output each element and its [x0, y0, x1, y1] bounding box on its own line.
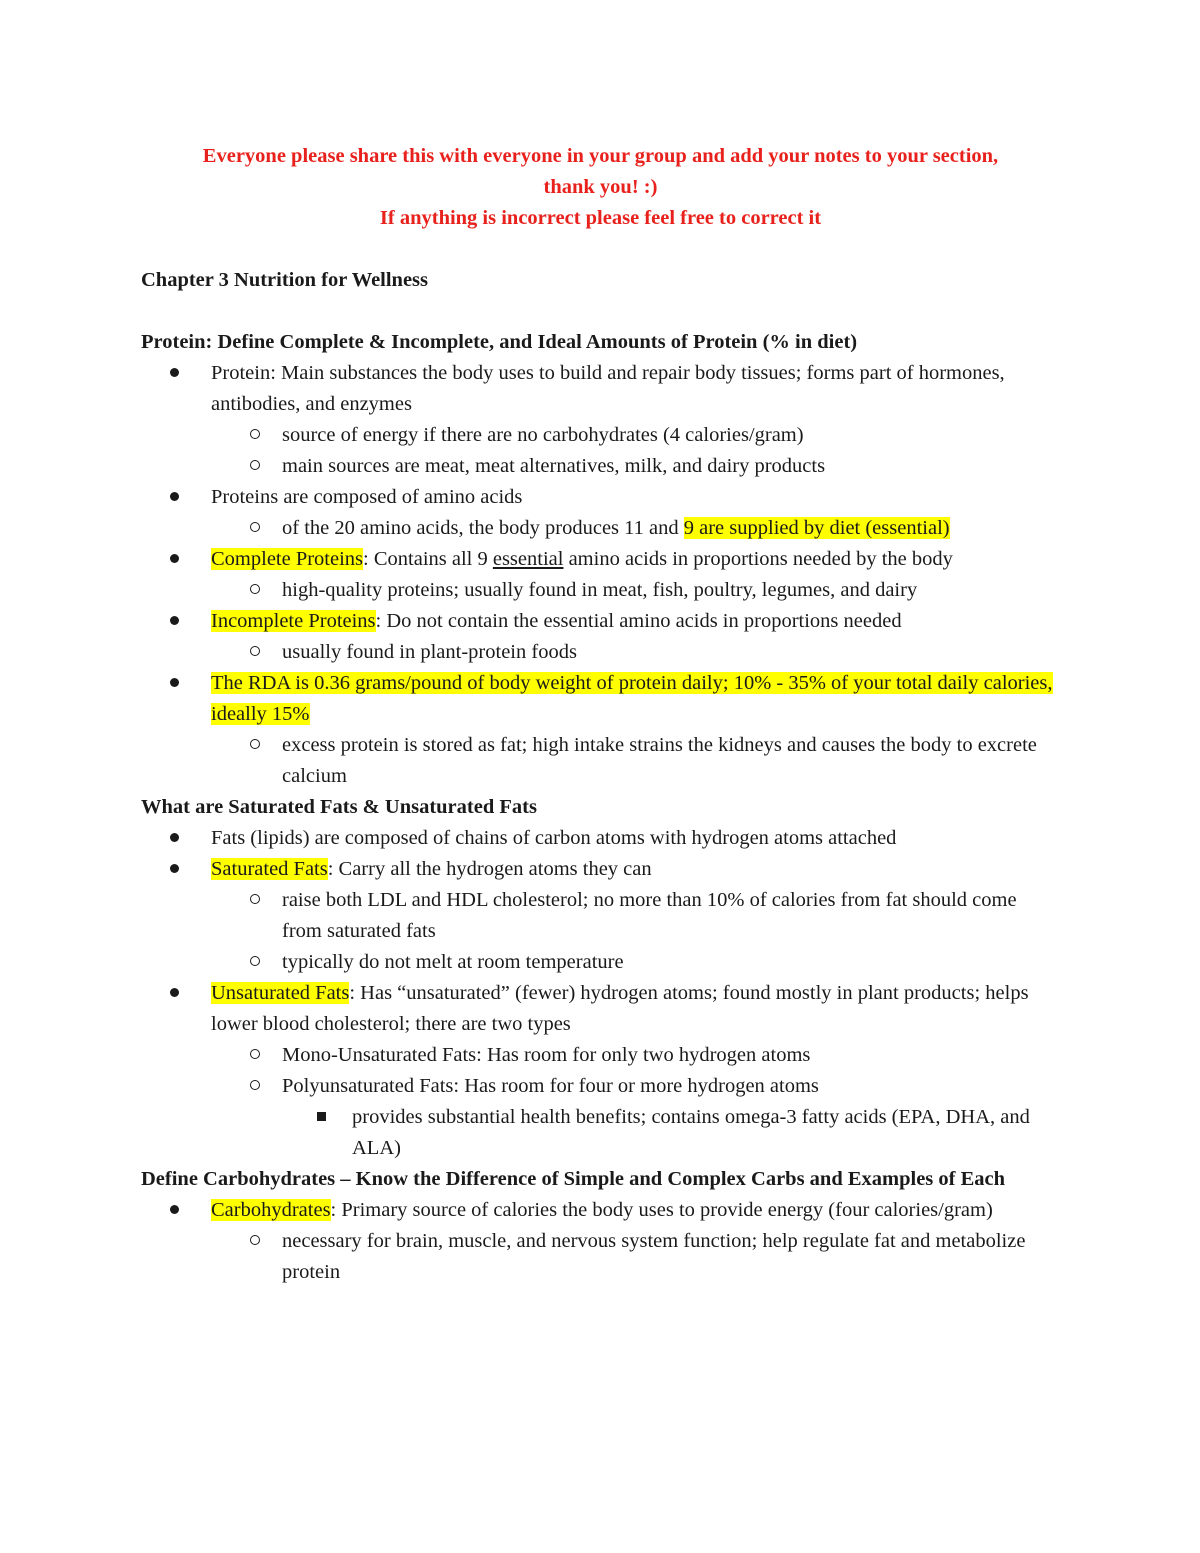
- list-item: necessary for brain, muscle, and nervous system function; help regulate fat and metabolize protein: [141, 1226, 1060, 1288]
- bullet-circle-icon: [250, 420, 260, 451]
- list-item: of the 20 amino acids, the body produces 11 and 9 are supplied by diet (essential): [141, 513, 1060, 544]
- blank-line: [141, 296, 1060, 327]
- bullet-circle-icon: [250, 637, 260, 668]
- bullet-dot-icon: [170, 978, 179, 1009]
- list-item: Protein: Main substances the body uses to build and repair body tissues; forms part of hormones, antibodies, and enzymes: [141, 358, 1060, 420]
- protein-heading: Protein: Define Complete & Incomplete, and Ideal Amounts of Protein (% in diet): [141, 331, 858, 353]
- share-notice: [141, 141, 1060, 234]
- bullet-dot-icon: [170, 482, 179, 513]
- list-item: Proteins are composed of amino acids: [141, 482, 1060, 513]
- list-item: Saturated Fats: Carry all the hydrogen atoms they can: [141, 854, 1060, 885]
- highlight: Incomplete Proteins: [211, 610, 376, 632]
- highlight: 9 are supplied by diet (essential): [683, 517, 950, 539]
- notice-line-2: thank you! :): [543, 176, 658, 198]
- list-item: high-quality proteins; usually found in meat, fish, poultry, legumes, and dairy: [141, 575, 1060, 606]
- bullet-dot-icon: [170, 854, 179, 885]
- bullet-dot-icon: [170, 544, 179, 575]
- list-item: [141, 668, 1060, 730]
- fats-heading: What are Saturated Fats & Unsaturated Fats: [141, 796, 537, 818]
- list-item: usually found in plant-protein foods: [141, 637, 1060, 668]
- bullet-circle-icon: [250, 575, 260, 606]
- bullet-circle-icon: [250, 730, 260, 761]
- bullet-circle-icon: [250, 1040, 260, 1071]
- bullet-dot-icon: [170, 823, 179, 854]
- highlight: Unsaturated Fats: [211, 982, 350, 1004]
- bullet-dot-icon: [170, 358, 179, 389]
- notice-line-3: If anything is incorrect please feel free to correct it: [379, 207, 822, 229]
- list-item: Polyunsaturated Fats: Has room for four or more hydrogen atoms: [141, 1071, 1060, 1102]
- chapter-title: Chapter 3 Nutrition for Wellness: [141, 269, 429, 291]
- bullet-circle-icon: [250, 451, 260, 482]
- protein-section: [141, 327, 1060, 792]
- list-item: source of energy if there are no carbohydrates (4 calories/gram): [141, 420, 1060, 451]
- carbs-heading: Define Carbohydrates – Know the Difference of Simple and Complex Carbs and Examples of Each: [141, 1168, 1006, 1190]
- list-item: typically do not melt at room temperature: [141, 947, 1060, 978]
- list-item: Incomplete Proteins: Do not contain the essential amino acids in proportions needed: [141, 606, 1060, 637]
- list-item: raise both LDL and HDL cholesterol; no more than 10% of calories from fat should come from saturated fats: [141, 885, 1060, 947]
- list-item: Carbohydrates: Primary source of calories the body uses to provide energy (four calories/gram): [141, 1195, 1060, 1226]
- bullet-circle-icon: [250, 1071, 260, 1102]
- list-item: Fats (lipids) are composed of chains of carbon atoms with hydrogen atoms attached: [141, 823, 1060, 854]
- bullet-square-icon: [317, 1102, 326, 1133]
- list-item: main sources are meat, meat alternatives, milk, and dairy products: [141, 451, 1060, 482]
- bullet-dot-icon: [170, 668, 179, 699]
- highlight: Saturated Fats: [211, 858, 328, 880]
- bullet-dot-icon: [170, 606, 179, 637]
- underlined-term: essential: [492, 548, 564, 570]
- notice-line-1: Everyone please share this with everyone in your group and add your notes to your section,: [202, 145, 999, 167]
- highlight: The RDA is 0.36 grams/pound of body weight of protein daily; 10% - 35% of your total daily calories, ideally 15%: [211, 672, 1053, 725]
- bullet-circle-icon: [250, 947, 260, 978]
- list-item: Complete Proteins: Contains all 9 essential amino acids in proportions needed by the body: [141, 544, 1060, 575]
- highlight: Carbohydrates: [211, 1199, 331, 1221]
- bullet-circle-icon: [250, 885, 260, 916]
- bullet-dot-icon: [170, 1195, 179, 1226]
- carbs-section: [141, 1164, 1060, 1288]
- list-item: excess protein is stored as fat; high intake strains the kidneys and causes the body to excrete calcium: [141, 730, 1060, 792]
- highlight: Complete Proteins: [211, 548, 364, 570]
- list-item: Unsaturated Fats: Has “unsaturated” (fewer) hydrogen atoms; found mostly in plant products; helps lower blood cholesterol; there are two types: [141, 978, 1060, 1040]
- list-item: Mono-Unsaturated Fats: Has room for only two hydrogen atoms: [141, 1040, 1060, 1071]
- bullet-circle-icon: [250, 513, 260, 544]
- bullet-circle-icon: [250, 1226, 260, 1257]
- list-item: provides substantial health benefits; contains omega-3 fatty acids (EPA, DHA, and ALA): [141, 1102, 1060, 1164]
- fats-section: [141, 792, 1060, 1164]
